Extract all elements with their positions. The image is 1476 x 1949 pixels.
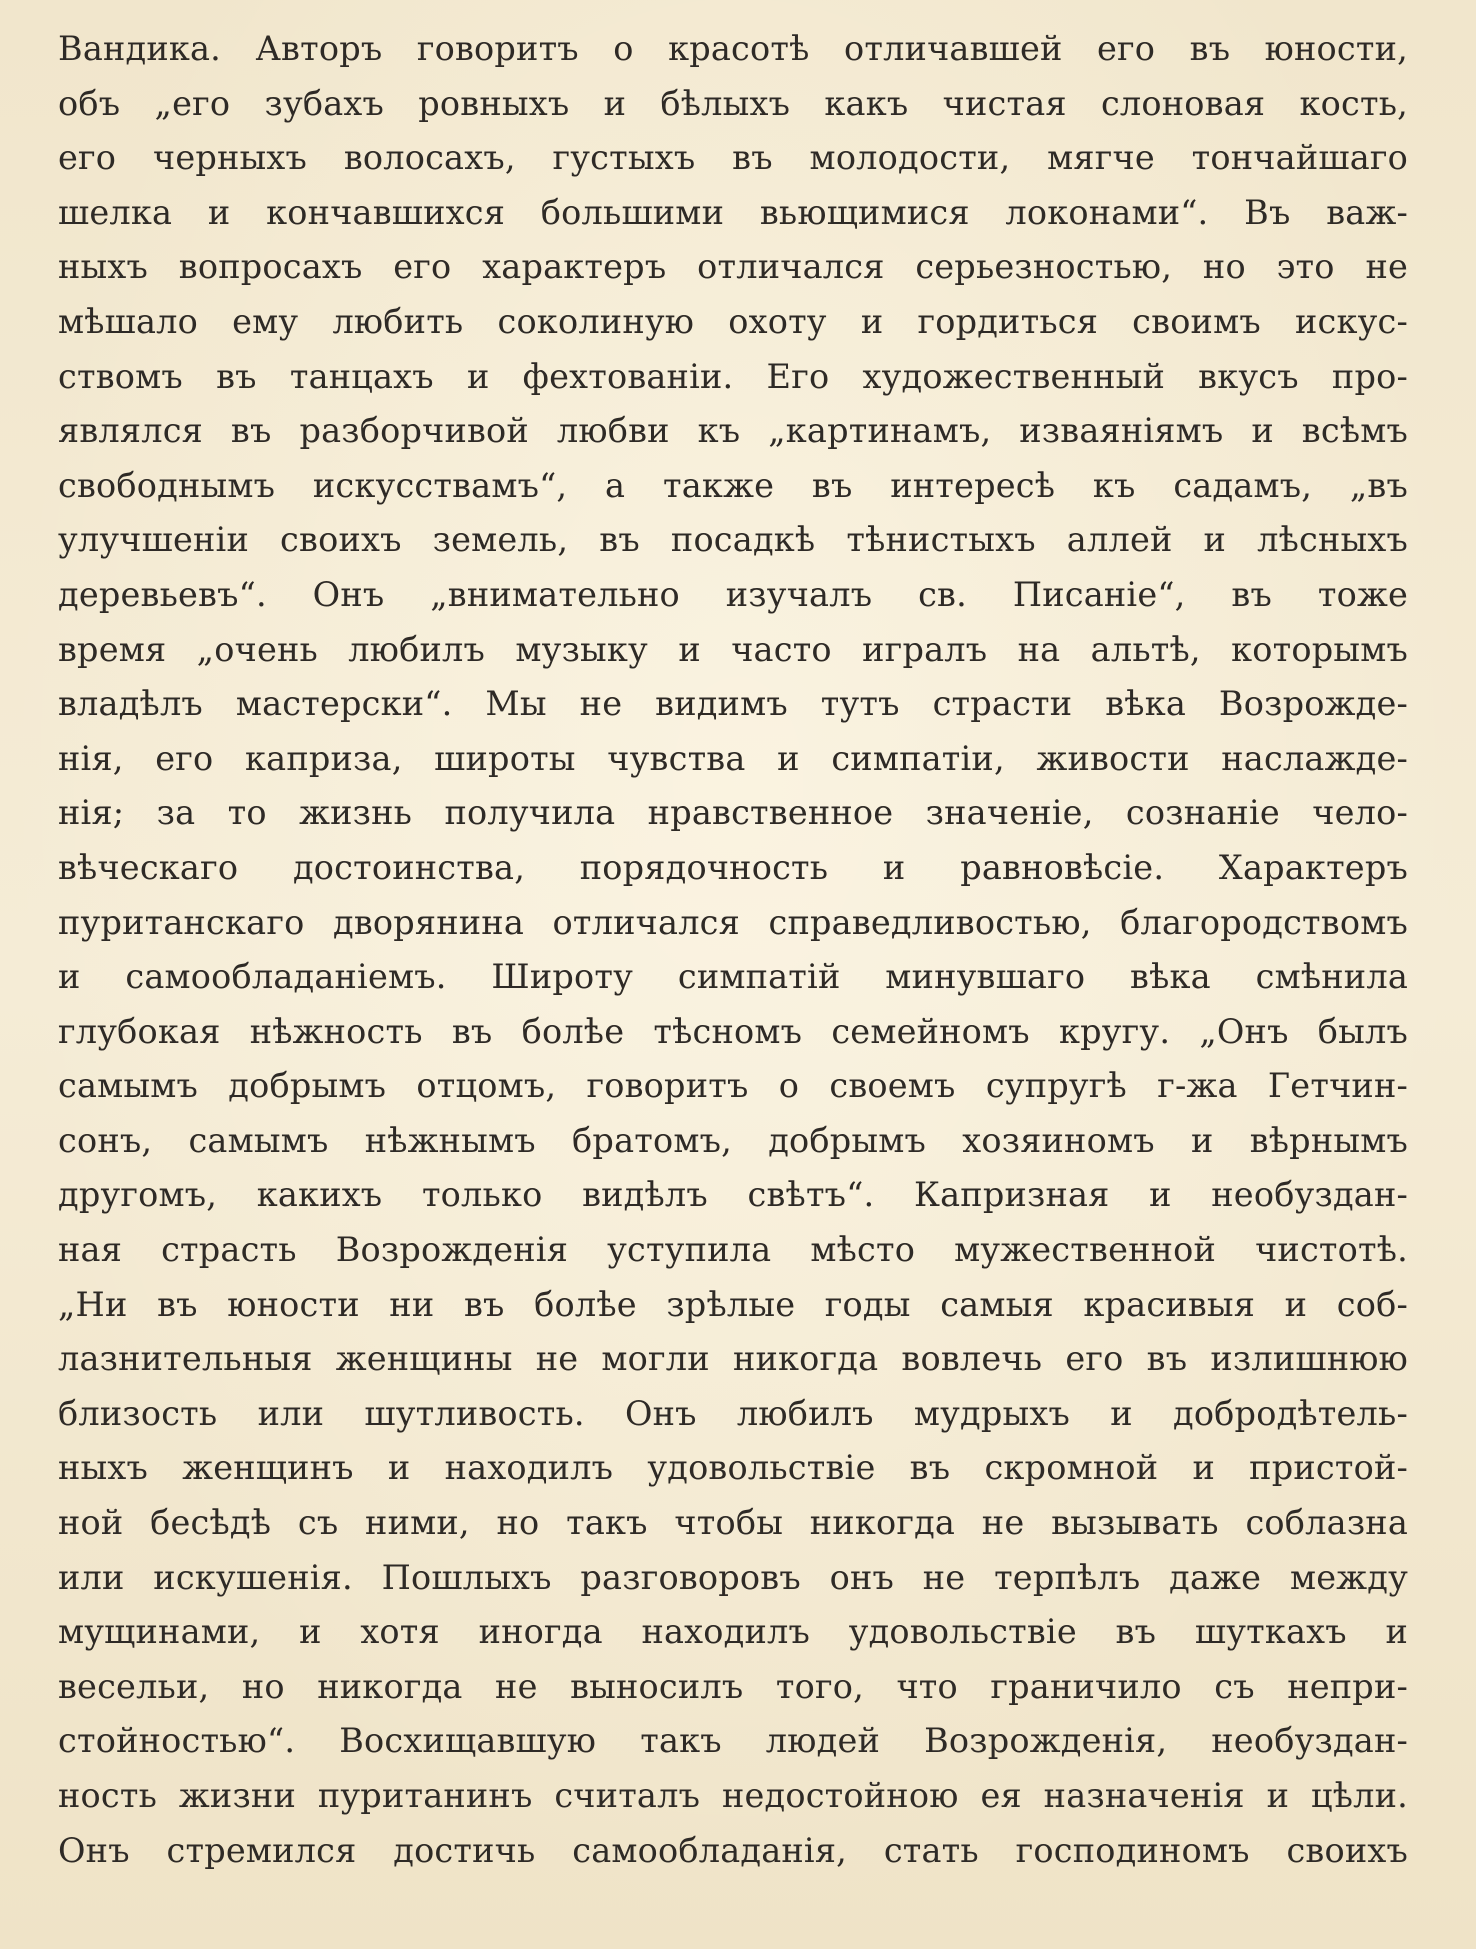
text-line-23: ная страсть Возрожденія уступила мѣсто мужественной чистотѣ.	[58, 1230, 1408, 1270]
text-line-34: Онъ стремился достичь самообладанія, стать господиномъ своихъ	[58, 1830, 1408, 1870]
text-line-15: нія; за то жизнь получила нравственное значеніе, сознаніе чело-	[58, 793, 1408, 833]
text-line-12: время „очень любилъ музыку и часто игралъ на альтѣ, которымъ	[58, 629, 1408, 669]
text-line-19: глубокая нѣжность въ болѣе тѣсномъ семейномъ кругу. „Онъ былъ	[58, 1011, 1408, 1051]
text-line-4: шелка и кончавшихся большими вьющимися локонами“. Въ важ-	[58, 192, 1408, 232]
text-line-27: ныхъ женщинъ и находилъ удовольствіе въ скромной и пристой-	[58, 1448, 1408, 1488]
text-line-24: „Ни въ юности ни въ болѣе зрѣлые годы самыя красивыя и соб-	[58, 1284, 1408, 1324]
text-line-13: владѣлъ мастерски“. Мы не видимъ тутъ страсти вѣка Возрожде-	[58, 684, 1408, 724]
text-line-32: стойностью“. Восхищавшую такъ людей Возрожденія, необуздан-	[58, 1721, 1408, 1761]
text-line-14: нія, его каприза, широты чувства и симпатіи, живости наслажде-	[58, 738, 1408, 778]
text-line-20: самымъ добрымъ отцомъ, говоритъ о своемъ супругѣ г-жа Гетчин-	[58, 1066, 1408, 1106]
text-line-11: деревьевъ“. Онъ „внимательно изучалъ св. Писаніе“, въ тоже	[58, 574, 1408, 614]
text-line-28: ной бесѣдѣ съ ними, но такъ чтобы никогда не вызывать соблазна	[58, 1503, 1408, 1543]
text-line-17: пуританскаго дворянина отличался справедливостью, благородствомъ	[58, 902, 1408, 942]
body-text	[58, 22, 1408, 1878]
text-line-5: ныхъ вопросахъ его характеръ отличался серьезностью, но это не	[58, 247, 1408, 287]
text-line-30: мущинами, и хотя иногда находилъ удовольствіе въ шуткахъ и	[58, 1612, 1408, 1652]
text-line-25: лазнительныя женщины не могли никогда вовлечь его въ излишнюю	[58, 1339, 1408, 1379]
text-line-1: Вандика. Авторъ говоритъ о красотѣ отличавшей его въ юности,	[58, 29, 1408, 68]
text-line-3: его черныхъ волосахъ, густыхъ въ молодости, мягче тончайшаго	[58, 138, 1408, 178]
text-line-8: являлся въ разборчивой любви къ „картинамъ, изваяніямъ и всѣмъ	[58, 411, 1408, 451]
text-line-18: и самообладаніемъ. Широту симпатій минувшаго вѣка смѣнила	[58, 957, 1408, 997]
text-line-26: близость или шутливость. Онъ любилъ мудрыхъ и добродѣтель-	[58, 1393, 1408, 1433]
text-line-33: ность жизни пуританинъ считалъ недостойною ея назначенія и цѣли.	[58, 1776, 1408, 1815]
text-line-16: вѣческаго достоинства, порядочность и равновѣсіе. Характеръ	[58, 847, 1408, 887]
text-line-10: улучшеніи своихъ земель, въ посадкѣ тѣнистыхъ аллей и лѣсныхъ	[58, 520, 1408, 560]
text-line-2: объ „его зубахъ ровныхъ и бѣлыхъ какъ чистая слоновая кость,	[58, 83, 1408, 123]
text-line-31: весельи, но никогда не выносилъ того, что граничило съ непри-	[58, 1666, 1408, 1706]
text-line-29: или искушенія. Пошлыхъ разговоровъ онъ не терпѣлъ даже между	[58, 1557, 1408, 1597]
text-line-21: сонъ, самымъ нѣжнымъ братомъ, добрымъ хозяиномъ и вѣрнымъ	[58, 1120, 1408, 1160]
text-line-22: другомъ, какихъ только видѣлъ свѣтъ“. Капризная и необуздан-	[58, 1175, 1408, 1215]
text-line-6: мѣшало ему любить соколиную охоту и гордиться своимъ искус-	[58, 301, 1408, 341]
text-line-7: ствомъ въ танцахъ и фехтованіи. Его художественный вкусъ про-	[58, 356, 1408, 396]
text-line-9: свободнымъ искусствамъ“, а также въ интересѣ къ садамъ, „въ	[58, 465, 1408, 505]
